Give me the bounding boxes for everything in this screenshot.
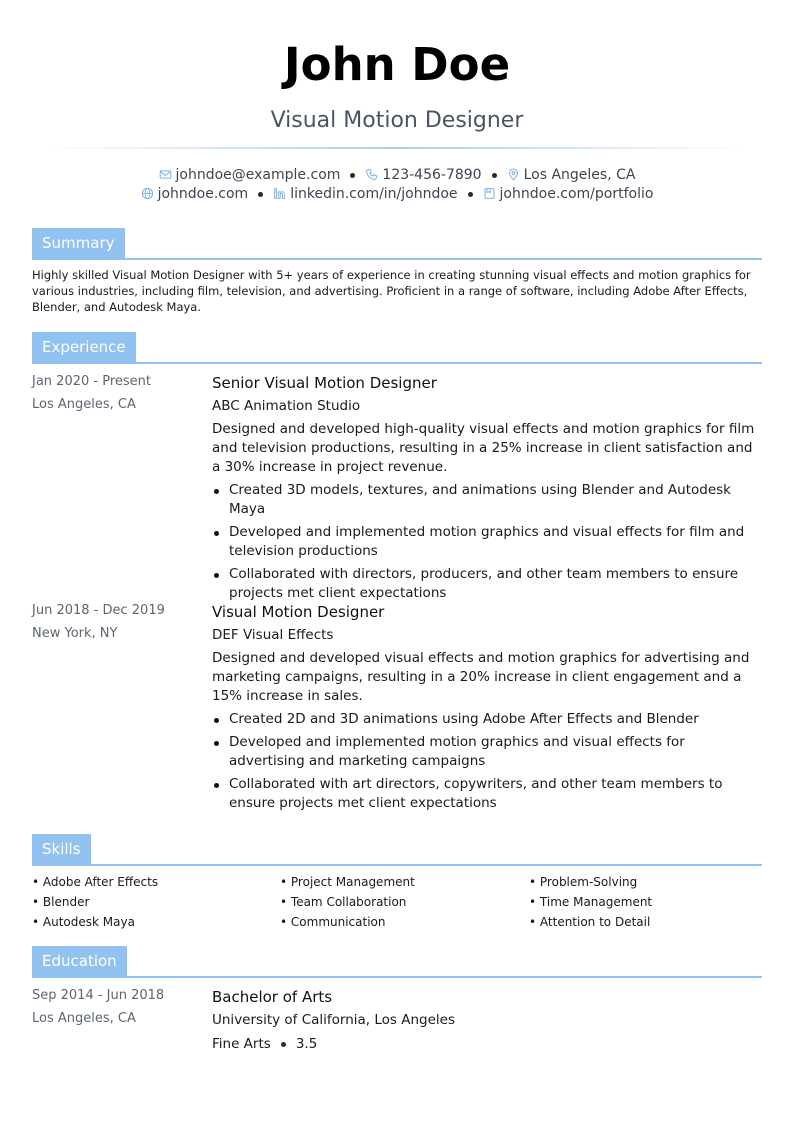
education-details xyxy=(212,987,762,1054)
skill-item: • Attention to Detail xyxy=(529,912,769,932)
skill-item: • Adobe After Effects xyxy=(32,872,272,892)
section-header-education xyxy=(32,946,762,978)
location-pin-icon xyxy=(507,168,520,181)
education-dates: Sep 2014 - Jun 2018 xyxy=(32,988,165,1003)
location-text: Los Angeles, CA xyxy=(523,167,636,183)
education-degree: Bachelor of Arts xyxy=(212,988,333,1006)
education-gpa: 3.5 xyxy=(295,1036,318,1052)
contact-row-secondary xyxy=(32,184,762,204)
education-school: University of California, Los Angeles xyxy=(212,1012,456,1028)
section-underline xyxy=(32,258,762,260)
skills-column xyxy=(529,872,769,932)
experience-meta xyxy=(32,373,202,419)
experience-location: New York, NY xyxy=(32,626,118,641)
email-text: johndoe@example.com xyxy=(175,167,341,183)
portfolio-text: johndoe.com/portfolio xyxy=(499,186,654,202)
header-divider xyxy=(46,147,748,149)
skill-item: • Blender xyxy=(32,892,272,912)
skills-column xyxy=(32,872,272,932)
phone-icon xyxy=(365,168,378,181)
section-underline xyxy=(32,864,762,866)
phone-text: 123-456-7890 xyxy=(382,167,482,183)
contact-linkedin[interactable] xyxy=(273,184,457,204)
mail-icon xyxy=(159,168,172,181)
experience-bullets xyxy=(212,710,762,813)
section-header-summary xyxy=(32,228,762,260)
section-title: Skills xyxy=(32,834,91,866)
education-meta xyxy=(32,987,202,1033)
skills-column xyxy=(280,872,520,932)
summary-text: Highly skilled Visual Motion Designer with 5+ years of experience in creating stunning visual effects and motion graphics for various industries, including film, television, and advertising. Proficient in a range of software, including Adobe After Effects, Blender, and Autodesk Maya. xyxy=(32,268,751,314)
experience-description: Designed and developed high-quality visual effects and motion graphics for film and television productions, resulting in a 25% increase in client satisfaction and a 30% increase in project revenue. xyxy=(212,421,755,475)
contact-website[interactable] xyxy=(141,184,249,204)
section-header-experience xyxy=(32,332,762,364)
list-item: Collaborated with art directors, copywriters, and other team members to ensure projects met client expectations xyxy=(212,775,762,813)
experience-location: Los Angeles, CA xyxy=(32,397,136,412)
linkedin-icon xyxy=(273,187,286,200)
experience-details xyxy=(212,602,762,817)
section-underline xyxy=(32,976,762,978)
experience-company: DEF Visual Effects xyxy=(212,627,334,643)
linkedin-text: linkedin.com/in/johndoe xyxy=(290,186,458,202)
experience-details xyxy=(212,373,762,607)
experience-dates: Jan 2020 - Present xyxy=(32,374,151,389)
experience-meta xyxy=(32,602,202,648)
separator-dot xyxy=(281,1042,286,1047)
education-location: Los Angeles, CA xyxy=(32,1011,136,1026)
section-underline xyxy=(32,362,762,364)
section-header-skills xyxy=(32,834,762,866)
section-title: Summary xyxy=(32,228,125,260)
experience-company: ABC Animation Studio xyxy=(212,398,361,414)
list-item: Developed and implemented motion graphics and visual effects for film and television productions xyxy=(212,523,762,561)
resume-page xyxy=(32,0,762,1123)
experience-title: Visual Motion Designer xyxy=(212,603,385,621)
separator-dot xyxy=(258,192,263,197)
skill-item: • Team Collaboration xyxy=(280,892,520,912)
experience-bullets xyxy=(212,481,762,603)
experience-title: Senior Visual Motion Designer xyxy=(212,374,437,392)
contact-row-primary xyxy=(32,165,762,185)
education-extra xyxy=(212,1034,762,1054)
portfolio-icon xyxy=(483,187,496,200)
contact-location xyxy=(507,165,636,185)
section-title: Education xyxy=(32,946,127,978)
skill-item: • Time Management xyxy=(529,892,769,912)
separator-dot xyxy=(350,173,355,178)
contact-email[interactable] xyxy=(159,165,341,185)
list-item: Developed and implemented motion graphics and visual effects for advertising and marketing campaigns xyxy=(212,733,762,771)
contact-portfolio[interactable] xyxy=(483,184,654,204)
job-title: Visual Motion Designer xyxy=(270,108,524,133)
section-title: Experience xyxy=(32,332,136,364)
separator-dot xyxy=(468,192,473,197)
contact-phone[interactable] xyxy=(365,165,481,185)
globe-icon xyxy=(141,187,154,200)
list-item: Created 3D models, textures, and animations using Blender and Autodesk Maya xyxy=(212,481,762,519)
separator-dot xyxy=(492,173,497,178)
experience-description: Designed and developed visual effects and motion graphics for advertising and marketing campaigns, resulting in a 20% increase in client engagement and a 15% increase in sales. xyxy=(212,650,750,704)
skill-item: • Project Management xyxy=(280,872,520,892)
website-text: johndoe.com xyxy=(157,186,249,202)
experience-dates: Jun 2018 - Dec 2019 xyxy=(32,603,165,618)
skill-item: • Communication xyxy=(280,912,520,932)
list-item: Created 2D and 3D animations using Adobe After Effects and Blender xyxy=(212,710,762,729)
skill-item: • Autodesk Maya xyxy=(32,912,272,932)
list-item: Collaborated with directors, producers, and other team members to ensure projects met client expectations xyxy=(212,565,762,603)
candidate-name: John Doe xyxy=(283,38,511,91)
skill-item: • Problem-Solving xyxy=(529,872,769,892)
education-field: Fine Arts xyxy=(212,1036,271,1052)
